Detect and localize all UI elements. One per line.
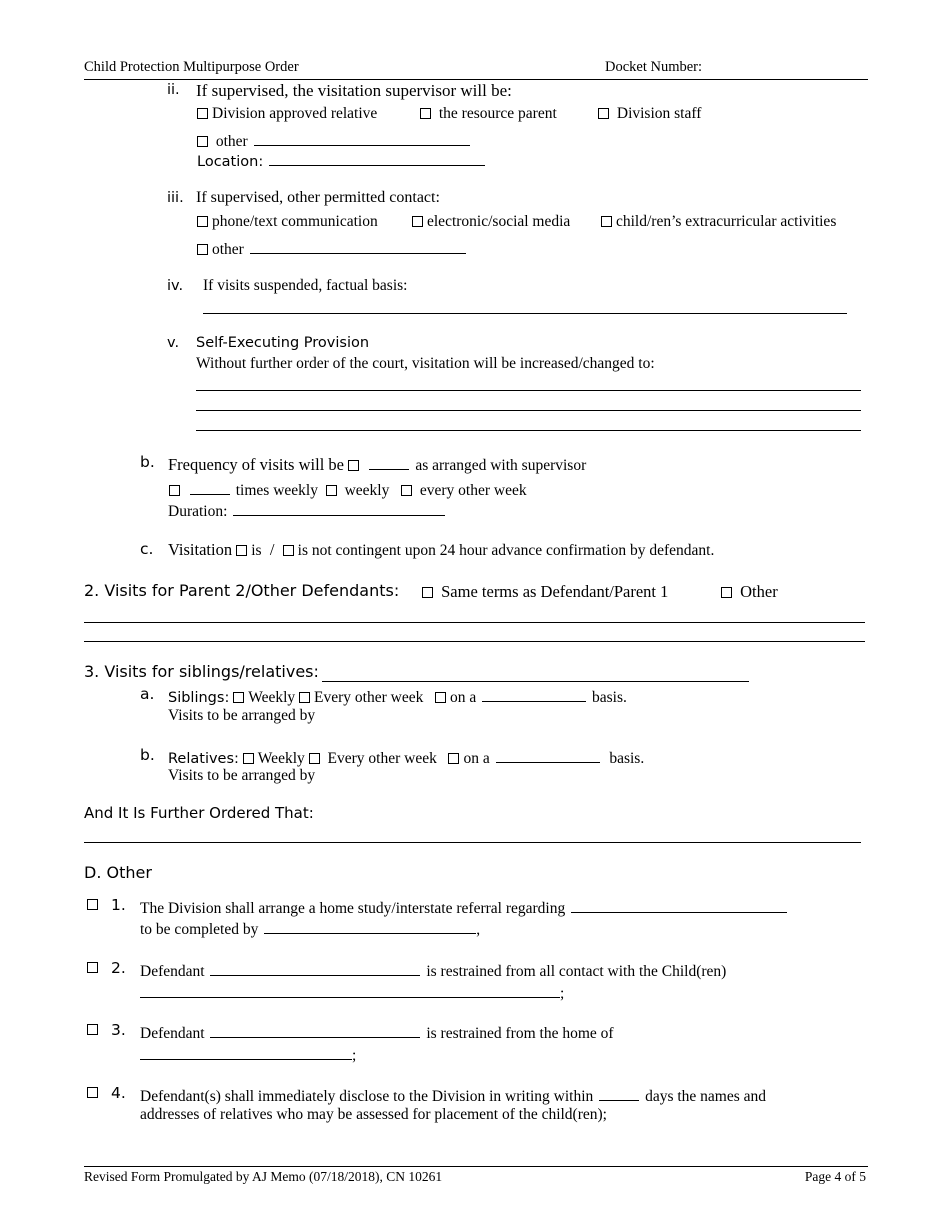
checkbox-d3[interactable] [87,1024,98,1035]
form-title: Child Protection Multipurpose Order [84,59,299,75]
sec-iv-title: If visits suspended, factual basis: [203,277,408,294]
sec-b-line2: times weekly weekly every other week [169,480,527,499]
checkbox-phone-text[interactable] [197,216,208,227]
roman-iv: iv. [167,278,184,294]
letter-c: c. [140,540,154,558]
d3-home-field[interactable] [140,1045,352,1060]
sec-ii-opt2: the resource parent [420,106,557,122]
sec-iii-row1: phone/text communication [197,214,378,230]
sec-ii-row1: Division approved relative [197,106,377,122]
checkbox-sec2-other[interactable] [721,587,732,598]
d1-line1: The Division shall arrange a home study/interstate referral regarding [140,898,789,917]
further-ordered-title: And It Is Further Ordered That: [84,804,314,822]
sec-2-line-2[interactable] [84,641,865,642]
times-weekly-field[interactable] [190,480,230,495]
checkbox-contingent-is[interactable] [236,545,247,556]
sec-iii-other: other [197,239,468,258]
sec-ii-opt3: Division staff [598,106,701,122]
checkbox-contingent-is-not[interactable] [283,545,294,556]
d3-line2: ; [140,1045,356,1064]
checkbox-d4[interactable] [87,1087,98,1098]
arranged-count-field[interactable] [369,455,409,470]
checkbox-division-relative[interactable] [197,108,208,119]
d2-line1: Defendant is restrained from all contact with the Child(ren) [140,963,727,980]
sec-v-title: Self-Executing Provision [196,335,370,351]
docket-label: Docket Number: [605,59,703,75]
sec-v-text: Without further order of the court, visitation will be increased/changed to: [196,355,655,372]
checkbox-electronic-social[interactable] [412,216,423,227]
siblings-basis-field[interactable] [482,687,586,702]
letter-3a: a. [140,685,155,703]
checkbox-d1[interactable] [87,899,98,910]
sec-iii-opt2: electronic/social media [412,214,570,230]
sec-3b-line: Relatives: Weekly Every other week on a basis. [168,750,645,767]
completed-by-field[interactable] [264,919,476,934]
checkbox-ii-other[interactable] [197,136,208,147]
checkbox-relatives-weekly[interactable] [243,753,254,764]
checkbox-relatives-on-a[interactable] [448,753,459,764]
siblings-relatives-field[interactable] [322,681,749,682]
home-study-field[interactable] [571,898,787,913]
checkbox-resource-parent[interactable] [420,108,431,119]
checkbox-relatives-every-other[interactable] [309,753,320,764]
d4-days-field[interactable] [599,1086,639,1101]
checkbox-siblings-weekly[interactable] [233,692,244,703]
sec-v-line-2[interactable] [196,410,861,411]
checkbox-weekly[interactable] [326,485,337,496]
d1-line2: to be completed by , [140,921,481,938]
ii-other-field[interactable] [254,131,470,146]
location-field[interactable] [269,151,485,166]
sec-2-opt2: Other [721,584,778,601]
d3-line1: Defendant is restrained from the home of [140,1025,614,1042]
d2-child-field[interactable] [140,983,560,998]
sec-3a-line: Siblings: Weekly Every other week on a basis. [168,689,627,706]
checkbox-iii-other[interactable] [197,244,208,255]
roman-iii: iii. [167,190,184,206]
footer-left: Revised Form Promulgated by AJ Memo (07/18/2018), CN 10261 [84,1169,443,1184]
footer-page: Page 4 of 5 [804,1169,866,1184]
checkbox-arranged[interactable] [348,460,359,471]
relatives-basis-field[interactable] [496,748,600,763]
d2-num: 2. [111,959,126,977]
sec-d-title: D. Other [84,863,152,882]
sec-b-line1: Frequency of visits will be as arranged with supervisor [168,455,587,474]
footer-rule [84,1166,868,1167]
siblings-arranged-by: Visits to be arranged by [168,707,316,724]
roman-ii: ii. [167,82,180,98]
d3-num: 3. [111,1021,126,1039]
sec-ii-location: Location: [197,151,487,170]
sec-3-title: 3. Visits for siblings/relatives: [84,662,319,681]
letter-b: b. [140,453,155,471]
roman-v: v. [167,335,180,351]
sec-b-duration: Duration: [168,501,447,520]
d4-num: 4. [111,1084,126,1102]
d2-defendant-field[interactable] [210,961,420,976]
d1-num: 1. [111,896,126,914]
checkbox-siblings-every-other[interactable] [299,692,310,703]
iii-other-field[interactable] [250,239,466,254]
checkbox-every-other-week[interactable] [401,485,412,496]
sec-2-title: 2. Visits for Parent 2/Other Defendants: [84,581,400,600]
sec-iii-opt3: child/ren’s extracurricular activities [601,214,836,230]
sec-v-line-3[interactable] [196,430,861,431]
sec-ii-other: other [197,131,472,150]
sec-2-line-1[interactable] [84,622,865,623]
sec-v-line-1[interactable] [196,390,861,391]
sec-c-line: Visitation is / is not contingent upon 24 hour advance confirmation by defendant. [168,540,715,559]
letter-3b: b. [140,746,155,764]
d4-line1: Defendant(s) shall immediately disclose to the Division in writing within days the names and [140,1088,767,1105]
factual-basis-line[interactable] [203,313,847,314]
checkbox-siblings-on-a[interactable] [435,692,446,703]
relatives-arranged-by: Visits to be arranged by [168,767,316,784]
checkbox-division-staff[interactable] [598,108,609,119]
checkbox-same-terms[interactable] [422,587,433,598]
duration-field[interactable] [233,501,445,516]
d3-defendant-field[interactable] [210,1023,420,1038]
header-rule [84,79,868,80]
sec-ii-title: If supervised, the visitation supervisor will be: [196,81,512,100]
sec-iii-title: If supervised, other permitted contact: [196,189,440,206]
checkbox-extracurricular[interactable] [601,216,612,227]
further-ordered-line[interactable] [84,842,861,843]
checkbox-d2[interactable] [87,962,98,973]
d4-line2: addresses of relatives who may be assessed for placement of the child(ren); [140,1106,607,1123]
checkbox-times-weekly[interactable] [169,485,180,496]
sec-2-opt1: Same terms as Defendant/Parent 1 [422,584,668,601]
d2-line2: ; [140,983,564,1002]
